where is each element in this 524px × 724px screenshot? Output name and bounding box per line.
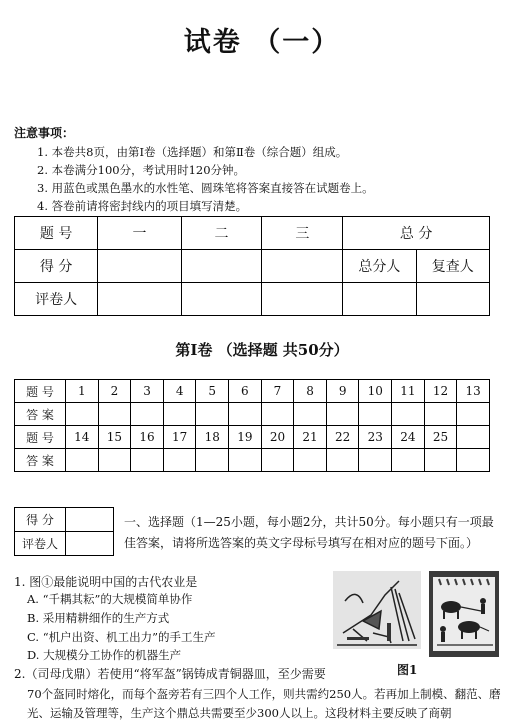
section-instruction-line: 佳答案，请将所选答案的英文字母标号填写在相对应的题号下面。） xyxy=(124,536,479,550)
score-cell[interactable] xyxy=(262,250,343,283)
answer-cell[interactable] xyxy=(98,403,131,426)
grader-name-cell[interactable] xyxy=(66,532,114,556)
question-number-cell: 9 xyxy=(326,380,359,403)
question-2-text: 光、运输及管理等，生产这个鼎总共需要至少300人以上。这段材料主要反映了商朝 xyxy=(27,706,452,720)
grader-cell[interactable] xyxy=(98,283,181,316)
answer-cell[interactable] xyxy=(392,449,425,472)
notice-item: 2. 本卷满分100分，考试用时120分钟。 xyxy=(37,163,246,177)
question-number-cell: 18 xyxy=(196,426,229,449)
answer-cell[interactable] xyxy=(66,403,99,426)
answer-table xyxy=(14,379,490,472)
part-title: 第Ⅰ卷 （选择题 共50分） xyxy=(175,341,349,359)
exam-title: 试卷 （一） xyxy=(183,27,341,58)
answer-cell[interactable] xyxy=(131,403,164,426)
notice-item: 4. 答卷前请将密封线内的项目填写清楚。 xyxy=(37,199,248,213)
question-2-text: 70个盔同时熔化，而每个盔旁若有三四个人工作，则共需约250人。若再加上制模、翻范、磨 xyxy=(27,687,501,701)
score-row-label: 得 分 xyxy=(15,250,98,283)
question-number-cell: 7 xyxy=(261,380,294,403)
total-scorer-cell[interactable] xyxy=(343,283,416,316)
answer-cell[interactable] xyxy=(326,449,359,472)
answer-cell[interactable] xyxy=(196,403,229,426)
question-1-option-d: D. 大规模分工协作的机器生产 xyxy=(27,648,182,662)
answer-cell[interactable] xyxy=(424,403,457,426)
grader-score-cell[interactable] xyxy=(66,508,114,532)
grader-cell[interactable] xyxy=(262,283,343,316)
score-table-header: 总 分 xyxy=(343,217,490,250)
answer-cell[interactable] xyxy=(457,403,490,426)
question-1-option-c: C. “机户出资、机工出力”的手工生产 xyxy=(27,630,216,644)
question-1-option-b: B. 采用精耕细作的生产方式 xyxy=(27,611,170,625)
reviewer-label: 复查人 xyxy=(416,250,489,283)
answer-row-label: 答 案 xyxy=(15,449,66,472)
question-1-stem: 1. 图①最能说明中国的古代农业是 xyxy=(14,575,198,589)
question-number-cell: 3 xyxy=(131,380,164,403)
section-instruction-line: 一、选择题（1—25小题，每小题2分，共计50分。每小题只有一项最 xyxy=(124,515,494,529)
answer-cell[interactable] xyxy=(326,403,359,426)
question-number-cell: 15 xyxy=(98,426,131,449)
question-number-cell: 20 xyxy=(261,426,294,449)
answer-row-label: 答 案 xyxy=(15,403,66,426)
answer-cell[interactable] xyxy=(261,449,294,472)
answer-row-label: 题 号 xyxy=(15,380,66,403)
question-number-cell: 2 xyxy=(98,380,131,403)
answer-cell[interactable] xyxy=(163,403,196,426)
answer-cell[interactable] xyxy=(457,449,490,472)
section-instruction xyxy=(124,512,504,554)
question-number-cell: 8 xyxy=(294,380,327,403)
question-number-cell xyxy=(457,426,490,449)
score-table-header: 二 xyxy=(181,217,262,250)
grader-cell[interactable] xyxy=(181,283,262,316)
answer-cell[interactable] xyxy=(196,449,229,472)
total-scorer-label: 总分人 xyxy=(343,250,416,283)
answer-row-label: 题 号 xyxy=(15,426,66,449)
answer-cell[interactable] xyxy=(392,403,425,426)
question-number-cell: 1 xyxy=(66,380,99,403)
answer-cell[interactable] xyxy=(229,449,262,472)
figure-label: 图1 xyxy=(397,663,418,677)
answer-cell[interactable] xyxy=(229,403,262,426)
question-number-cell: 10 xyxy=(359,380,392,403)
score-table xyxy=(14,216,490,316)
question-number-cell: 14 xyxy=(66,426,99,449)
question-number-cell: 13 xyxy=(457,380,490,403)
question-number-cell: 17 xyxy=(163,426,196,449)
question-number-cell: 19 xyxy=(229,426,262,449)
score-table-header: 题 号 xyxy=(15,217,98,250)
score-table-header: 三 xyxy=(262,217,343,250)
question-number-cell: 24 xyxy=(392,426,425,449)
grader-name-label: 评卷人 xyxy=(15,532,66,556)
notice-item: 3. 用蓝色或黑色墨水的水性笔、圆珠笔将答案直接答在试题卷上。 xyxy=(37,181,374,195)
question-number-cell: 21 xyxy=(294,426,327,449)
answer-cell[interactable] xyxy=(359,403,392,426)
answer-cell[interactable] xyxy=(294,449,327,472)
question-number-cell: 11 xyxy=(392,380,425,403)
grader-box xyxy=(14,507,114,556)
score-cell[interactable] xyxy=(181,250,262,283)
answer-cell[interactable] xyxy=(359,449,392,472)
score-row-label: 评卷人 xyxy=(15,283,98,316)
score-table-header: 一 xyxy=(98,217,181,250)
question-number-cell: 16 xyxy=(131,426,164,449)
score-cell[interactable] xyxy=(98,250,181,283)
notice-item: 1. 本卷共8页，由第Ⅰ卷（选择题）和第Ⅱ卷（综合题）组成。 xyxy=(37,145,348,159)
plough-illustration xyxy=(333,571,421,649)
answer-cell[interactable] xyxy=(163,449,196,472)
question-number-cell: 23 xyxy=(359,426,392,449)
answer-cell[interactable] xyxy=(261,403,294,426)
notice-heading: 注意事项： xyxy=(14,126,75,140)
reviewer-cell[interactable] xyxy=(416,283,489,316)
answer-cell[interactable] xyxy=(424,449,457,472)
question-2-stem: 2.（司母戊鼎）若使用“将军盔”锅铸成青铜器皿，至少需要 xyxy=(14,667,326,681)
question-number-cell: 5 xyxy=(196,380,229,403)
question-number-cell: 4 xyxy=(163,380,196,403)
ox-tilling-illustration xyxy=(429,571,499,657)
answer-cell[interactable] xyxy=(294,403,327,426)
question-number-cell: 12 xyxy=(424,380,457,403)
answer-cell[interactable] xyxy=(98,449,131,472)
answer-cell[interactable] xyxy=(131,449,164,472)
answer-cell[interactable] xyxy=(66,449,99,472)
question-number-cell: 25 xyxy=(424,426,457,449)
question-1-option-a: A. “千耦其耘”的大规模简单协作 xyxy=(27,592,193,606)
question-number-cell: 22 xyxy=(326,426,359,449)
grader-score-label: 得 分 xyxy=(15,508,66,532)
question-number-cell: 6 xyxy=(229,380,262,403)
